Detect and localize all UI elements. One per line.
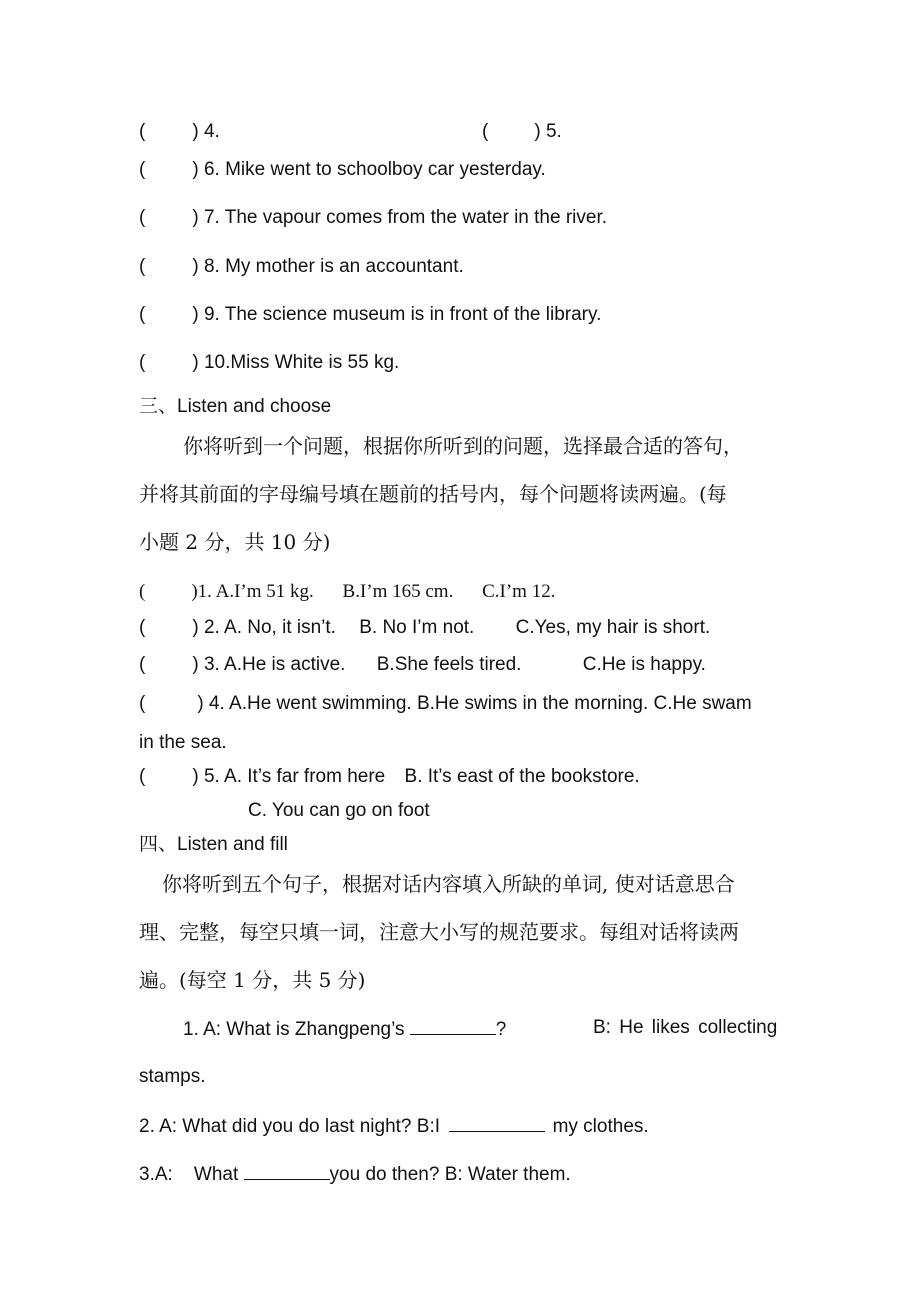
- option-b: B.She feels tired.: [376, 654, 522, 675]
- fill-blank[interactable]: [449, 1113, 545, 1132]
- fill-prefix: 2. A: What did you do last night? B:I: [139, 1116, 441, 1137]
- fill-blank[interactable]: [244, 1161, 330, 1180]
- item-number: 4.: [203, 121, 220, 142]
- option-a: A.He is active.: [224, 654, 346, 675]
- item-number: 7.: [203, 207, 220, 228]
- item-number: 2.: [203, 617, 220, 638]
- option-a: A. No, it isn’t.: [224, 617, 336, 638]
- choose-item-3: ( ) 3. A.He is active. B.She feels tired. C.He is happy.: [139, 654, 706, 675]
- fill-item-2: [139, 1113, 649, 1139]
- option-b: B.I’m 165 cm.: [342, 581, 454, 602]
- answer-paren-open[interactable]: (: [139, 304, 146, 325]
- item-text: The vapour comes from the water in the river.: [224, 207, 608, 228]
- item-number: 8.: [203, 256, 220, 277]
- choose-item-1: ( )1. A.I’m 51 kg. B.I’m 165 cm. C.I’m 12.: [139, 581, 556, 602]
- item-text: The science museum is in front of the library.: [224, 304, 602, 325]
- fill-prefix: 3.A: What: [139, 1164, 239, 1185]
- answer-paren-open[interactable]: (: [139, 617, 146, 638]
- answer-paren-open[interactable]: (: [139, 207, 146, 228]
- item-9: ( ) 9. The science museum is in front of the library.: [139, 304, 602, 325]
- item-number: 4.: [208, 693, 225, 714]
- item-number: 9.: [203, 304, 220, 325]
- item-number: 1.: [197, 581, 212, 602]
- item-number: 5.: [545, 121, 562, 142]
- answer-paren-open[interactable]: (: [482, 121, 489, 142]
- fill-suffix: ?: [495, 1019, 507, 1040]
- option-c: C.I’m 12.: [482, 581, 556, 602]
- answer-paren-open[interactable]: (: [139, 121, 146, 142]
- option-c: C.Yes, my hair is short.: [515, 617, 711, 638]
- answer-paren-open[interactable]: (: [139, 256, 146, 277]
- fill-suffix: my clothes.: [552, 1116, 649, 1137]
- item-number: 5.: [203, 766, 220, 787]
- item-8: ( ) 8. My mother is an accountant.: [139, 256, 464, 277]
- option-a: A. It’s far from here: [224, 766, 386, 787]
- section3-instruction-line3: 小题 2 分，共 10 分): [139, 530, 331, 554]
- fill-item-1: [183, 1016, 506, 1042]
- fill-prefix: 1. A: What is Zhangpeng’s: [183, 1019, 405, 1040]
- item-number: 6.: [203, 159, 220, 180]
- item-text: Miss White is 55 kg.: [230, 352, 400, 373]
- option-c: C.He is happy.: [582, 654, 706, 675]
- option-a: A.He went swimming.: [229, 693, 412, 714]
- answer-paren-close: ): [534, 121, 541, 142]
- section4-instruction-line2: 理、完整，每空只填一词，注意大小写的规范要求。每组对话将读两: [139, 920, 739, 944]
- section3-heading: 三、Listen and choose: [139, 396, 332, 417]
- fill-item-3: [139, 1161, 571, 1187]
- item-10: ( ) 10.Miss White is 55 kg.: [139, 352, 400, 373]
- answer-paren-open[interactable]: (: [139, 766, 146, 787]
- item-number: 10.: [203, 352, 231, 373]
- answer-paren-open[interactable]: (: [139, 693, 146, 714]
- item-text: Mike went to schoolboy car yesterday.: [225, 159, 546, 180]
- item-4: [139, 120, 220, 144]
- answer-paren-open[interactable]: (: [139, 159, 146, 180]
- option-c: C.He swam: [653, 693, 752, 714]
- answer-paren-close: ): [192, 121, 199, 142]
- item-text: My mother is an accountant.: [225, 256, 464, 277]
- choose-item-5-option-c: C. You can go on foot: [248, 800, 430, 821]
- choose-item-4: ( ) 4. A.He went swimming. B.He swims in the morning. C.He swam: [139, 693, 752, 714]
- section4-instruction-line1: 你将听到五个句子，根据对话内容填入所缺的单词, 使对话意思合: [162, 872, 735, 896]
- answer-paren-open[interactable]: (: [139, 581, 146, 602]
- option-b: B. No I’m not.: [359, 617, 475, 638]
- section3-instruction-line1: 你将听到一个问题，根据你所听到的问题，选择最合适的答句，: [183, 434, 743, 458]
- choose-item-4-continuation: in the sea.: [139, 732, 227, 753]
- option-b: B. It’s east of the bookstore.: [404, 766, 640, 787]
- answer-paren-open[interactable]: (: [139, 352, 146, 373]
- section4-instruction-line3: 遍。(每空 1 分，共 5 分): [139, 968, 366, 992]
- choose-item-5: ( ) 5. A. It’s far from here B. It’s east of the bookstore.: [139, 766, 640, 787]
- option-b: B.He swims in the morning.: [416, 693, 649, 714]
- fill-item-1-continuation: stamps.: [139, 1066, 206, 1087]
- item-5: [482, 120, 562, 144]
- section3-instruction-line2: 并将其前面的字母编号填在题前的括号内，每个问题将读两遍。(每: [139, 482, 727, 506]
- choose-item-2: ( ) 2. A. No, it isn’t. B. No I’m not. C.Yes, my hair is short.: [139, 617, 711, 638]
- fill-item-1-answer: B: He likes collecting: [593, 1017, 778, 1038]
- section4-heading: 四、Listen and fill: [139, 834, 288, 855]
- item-number: 3.: [203, 654, 220, 675]
- option-a: A.I’m 51 kg.: [215, 581, 314, 602]
- answer-paren-open[interactable]: (: [139, 654, 146, 675]
- fill-suffix: you do then? B: Water them.: [329, 1164, 571, 1185]
- fill-blank[interactable]: [410, 1016, 496, 1035]
- item-6: ( ) 6. Mike went to schoolboy car yesterday.: [139, 159, 546, 180]
- item-7: ( ) 7. The vapour comes from the water in the river.: [139, 207, 608, 228]
